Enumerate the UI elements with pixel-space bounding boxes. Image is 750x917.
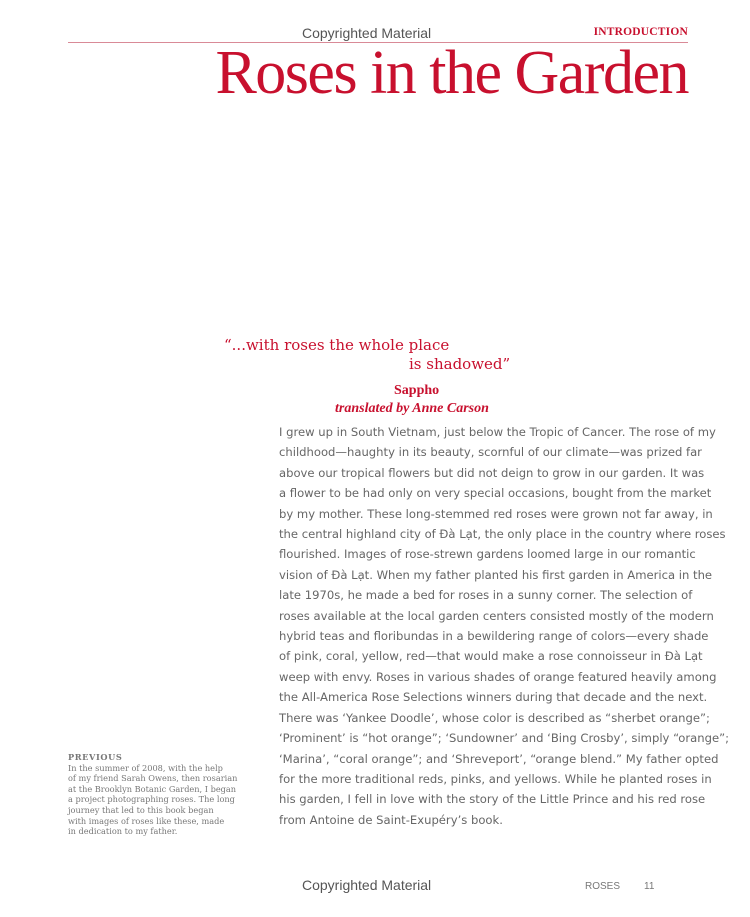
page-number: 11 (644, 881, 655, 892)
caption-line: at the Brooklyn Botanic Garden, I began (68, 783, 237, 794)
body-line: a flower to be had only on very special occasions, bought from the market (279, 486, 712, 501)
body-text (279, 422, 729, 830)
folio (585, 881, 678, 892)
running-title: ROSES (585, 881, 621, 892)
body-line: for the more traditional reds, pinks, and yellows. While he planted roses in (279, 771, 712, 786)
caption-line: with images of roses like these, made (68, 815, 225, 826)
caption-line: in dedication to my father. (68, 826, 178, 837)
body-line: flourished. Images of rose-strewn gardens loomed large in our romantic (279, 547, 696, 562)
epigraph-line-1: “...with roses the whole place (224, 336, 450, 354)
body-line: the All-America Rose Selections winners during that decade and the next. (279, 690, 708, 705)
body-line: ‘Marina’, “coral orange”; and ‘Shreveport’, “orange blend.” My father opted (279, 751, 719, 766)
body-line: of pink, coral, yellow, red—that would make a rose connoisseur in Đà Lạt (279, 649, 703, 664)
body-line: above our tropical flowers but did not deign to grow in our garden. It was (279, 465, 705, 480)
caption-line: a project photographing roses. The long (68, 794, 235, 805)
caption-line: journey that led to this book began (68, 804, 214, 815)
body-line: his garden, I fell in love with the story of the Little Prince and his red rose (279, 792, 706, 807)
epigraph-author: Sappho (394, 383, 440, 398)
copyright-watermark-top: Copyrighted Material (302, 25, 432, 41)
copyright-watermark-bottom: Copyrighted Material (302, 877, 432, 893)
body-line: vision of Đà Lạt. When my father planted his first garden in America in the (279, 567, 713, 582)
body-line: late 1970s, he made a bed for roses in a sunny corner. The selection of (279, 588, 693, 603)
body-line: There was ‘Yankee Doodle’, whose color is described as “sherbet orange”; (279, 710, 710, 725)
section-label: INTRODUCTION (593, 26, 688, 38)
body-line: childhood—haughty in its beauty, scornful of our climate—was prized far (279, 445, 702, 460)
body-line: the central highland city of Đà Lạt, the only place in the country where roses (279, 527, 726, 542)
photo-caption (68, 752, 237, 837)
caption-line: of my friend Sarah Owens, then rosarian (68, 773, 238, 784)
body-line: by my mother. These long-stemmed red roses were grown not far away, in (279, 506, 713, 521)
body-line: weep with envy. Roses in various shades of orange featured heavily among (279, 669, 717, 684)
page-title: Roses in the Garden (215, 39, 688, 107)
caption-line: In the summer of 2008, with the help (68, 762, 223, 773)
body-line: hybrid teas and floribundas in a bewildering range of colors—every shade (279, 629, 709, 644)
body-line: roses available at the local garden centers consisted mostly of the modern (279, 608, 714, 623)
body-line: from Antoine de Saint-Exupéry’s book. (279, 812, 503, 827)
body-line: ‘Prominent’ is “hot orange”; ‘Sundowner’ and ‘Bing Crosby’, simply “orange”; (279, 731, 729, 746)
caption-heading: PREVIOUS (68, 752, 123, 762)
epigraph-translator: translated by Anne Carson (335, 401, 489, 416)
body-line: I grew up in South Vietnam, just below the Tropic of Cancer. The rose of my (279, 425, 716, 439)
epigraph-line-2: is shadowed” (409, 355, 511, 373)
